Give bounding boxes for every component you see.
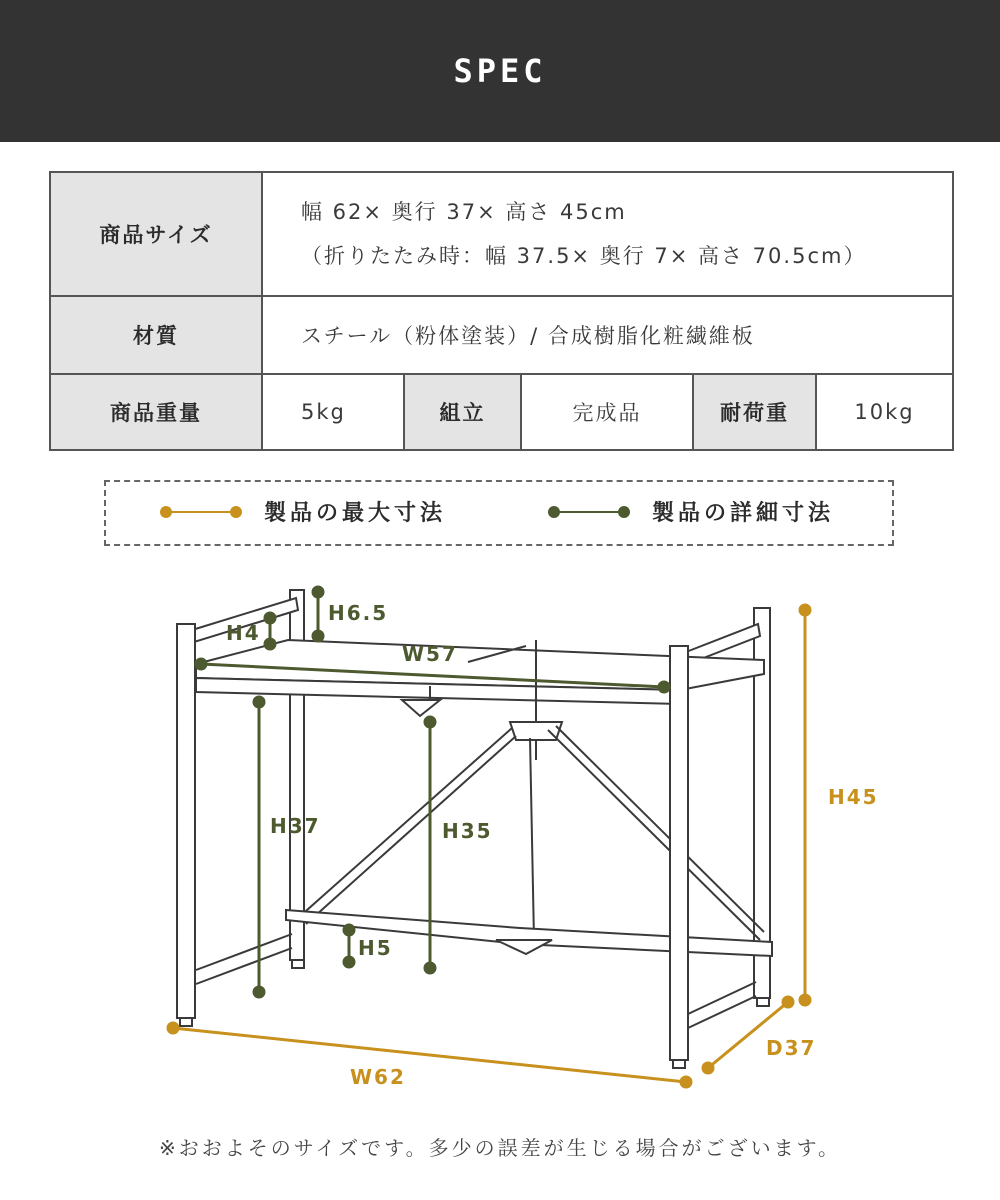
dim-h6-5-label: H6.5 <box>328 601 389 625</box>
legend-max-label: 製品の最大寸法 <box>264 501 447 526</box>
dim-d37-label: D37 <box>766 1036 817 1060</box>
size-value-line-1: 幅 62× 奥行 37× 高さ 45cm <box>301 200 627 224</box>
material-value: スチール（粉体塗装）/ 合成樹脂化粧繊維板 <box>262 296 953 374</box>
header-bar <box>0 0 1000 142</box>
dim-h35-label: H35 <box>442 819 493 843</box>
legend-detail-label: 製品の詳細寸法 <box>652 501 835 526</box>
page-title: SPEC <box>453 52 547 90</box>
spec-table <box>49 171 954 451</box>
weight-label: 商品重量 <box>50 374 262 450</box>
size-value <box>262 172 953 296</box>
spec-row-size <box>50 172 953 296</box>
assembly-value: 完成品 <box>521 374 693 450</box>
dim-h5-label: H5 <box>358 936 393 960</box>
dim-w57-label: W57 <box>402 642 458 666</box>
size-value-line-2: （折りたたみ時：幅 37.5× 奥行 7× 高さ 70.5cm） <box>301 244 867 268</box>
max-dimension-line-icon <box>164 511 238 513</box>
dim-h4-label: H4 <box>226 621 261 645</box>
weight-value: 5kg <box>262 374 404 450</box>
product-dimension-diagram <box>0 560 1000 1120</box>
dimension-legend <box>104 480 894 546</box>
load-label: 耐荷重 <box>693 374 816 450</box>
load-value: 10kg <box>816 374 953 450</box>
dim-h45-label: H45 <box>828 785 879 809</box>
spec-row-weight <box>50 374 953 450</box>
assembly-label: 組立 <box>404 374 521 450</box>
dim-w62-label: W62 <box>350 1065 406 1089</box>
detail-dimension-line-icon <box>552 511 626 513</box>
spec-row-material <box>50 296 953 374</box>
legend-item-max <box>164 496 446 527</box>
dim-h37-label: H37 <box>270 814 321 838</box>
size-disclaimer: ※おおよそのサイズです。多少の誤差が生じる場合がございます。 <box>159 1136 841 1160</box>
size-label: 商品サイズ <box>50 172 262 296</box>
material-label: 材質 <box>50 296 262 374</box>
legend-item-detail <box>552 496 834 527</box>
